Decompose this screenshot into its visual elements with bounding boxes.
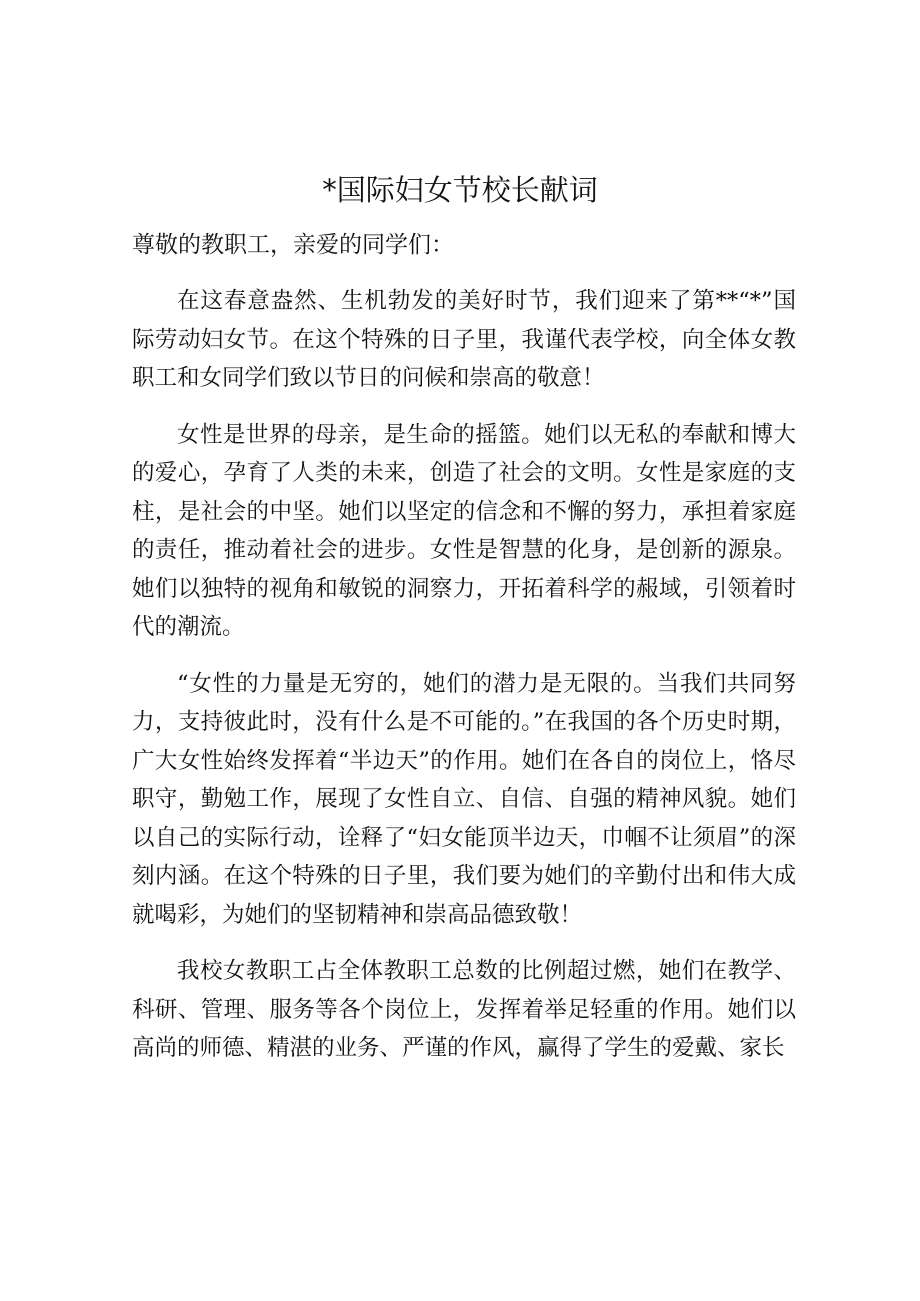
- paragraph-1: 在这春意盎然、生机勃发的美好时节，我们迎来了第**“*”国际劳动妇女节。在这个特殊的日子里，我谨代表学校，向全体女教职工和女同学们致以节日的问候和崇高的敬意！: [132, 288, 796, 391]
- greeting-line: 尊敬的教职工，亲爱的同学们：: [132, 232, 454, 258]
- document-title: *国际妇女节校长献词: [322, 173, 598, 207]
- paragraph-4: 我校女教职工占全体教职工总数的比例超过燃，她们在教学、科研、管理、服务等各个岗位上，发挥着举足轻重的作用。她们以高尚的师德、精湛的业务、严谨的作风，赢得了学生的爱戴、家长: [132, 958, 796, 1061]
- document-body: [132, 226, 796, 1068]
- paragraph-3: “女性的力量是无穷的，她们的潜力是无限的。当我们共同努力，支持彼此时，没有什么是不可能的。”在我国的各个历史时期，广大女性始终发挥着“半边天”的作用。她们在各自的岗位上，恪尽职守，勤勉工作，展现了女性自立、自信、自强的精神风貌。她们以自己的实际行动，诠释了“妇女能顶半边天，巾帼不让须眉”的深刻内涵。在这个特殊的日子里，我们要为她们的辛勤付出和伟大成就喝彩，为她们的坚韧精神和崇高品德致敬！: [132, 670, 796, 928]
- paragraph-2: 女性是世界的母亲，是生命的摇篮。她们以无私的奉献和博大的爱心，孕育了人类的未来，创造了社会的文明。女性是家庭的支柱，是社会的中坚。她们以坚定的信念和不懈的努力，承担着家庭的责任，推动着社会的进步。女性是智慧的化身，是创新的源泉。她们以独特的视角和敏锐的洞察力，开拓着科学的赧域，引领着时代的潮流。: [132, 421, 796, 640]
